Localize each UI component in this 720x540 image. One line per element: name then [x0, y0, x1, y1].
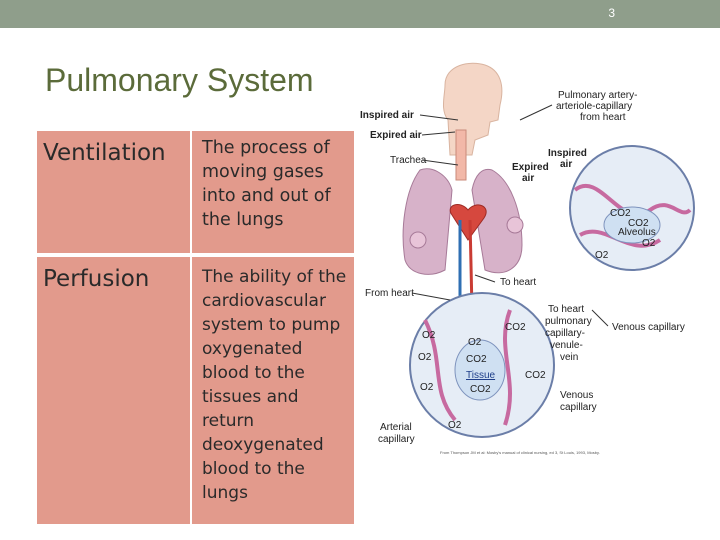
label-expired-air: Expired air: [370, 130, 422, 141]
label-expired-right-2: air: [522, 173, 535, 184]
term-ventilation: Ventilation: [43, 140, 166, 166]
term-cell: [37, 257, 192, 524]
definitions-table: [37, 131, 354, 524]
label-o2: O2: [468, 337, 482, 348]
slide-title: Pulmonary System: [45, 62, 314, 98]
label-to-heart-pulmonary-1: To heart: [548, 304, 585, 315]
table-row: [37, 257, 354, 524]
definition-perfusion: The ability of the cardiovascular system to pump oxygenated blood to the tissues and return deoxygenated blood to the lungs: [202, 267, 347, 503]
term-perfusion: Perfusion: [43, 266, 150, 292]
alveolus-marker: [410, 232, 426, 248]
label-co2: CO2: [610, 208, 631, 219]
label-to-heart-pulmonary-3: capillary-: [545, 328, 586, 339]
definition-cell: [194, 257, 354, 524]
label-venous-capillary-2a: Venous: [560, 390, 594, 401]
label-to-heart-pulmonary-4: venule-: [550, 340, 583, 351]
pulmonary-diagram: [360, 60, 710, 465]
pointer-line: [520, 105, 552, 120]
label-inspired-right-1: Inspired: [548, 148, 587, 159]
label-alveolus: Alveolus: [618, 227, 656, 238]
head-silhouette: [443, 63, 501, 155]
label-to-heart-pulmonary-2: pulmonary: [545, 316, 592, 327]
slide-number: 3: [608, 6, 615, 20]
label-arterial-capillary-1: Arterial: [380, 422, 412, 433]
top-bar: [0, 0, 720, 28]
label-co2: CO2: [470, 384, 491, 395]
label-pulmonary-artery-1: Pulmonary artery-: [558, 90, 638, 101]
trachea-shape: [456, 130, 466, 180]
label-co2: CO2: [525, 370, 546, 381]
label-expired-right-1: Expired: [512, 162, 549, 173]
pointer-line: [422, 160, 458, 165]
label-venous-capillary: Venous capillary: [612, 322, 685, 333]
label-o2: O2: [420, 382, 434, 393]
label-o2: O2: [642, 238, 656, 249]
label-co2: CO2: [505, 322, 526, 333]
label-arterial-capillary-2: capillary: [378, 434, 415, 445]
definition-cell: [194, 131, 354, 253]
alveolus-marker: [507, 217, 523, 233]
pointer-line: [475, 275, 495, 282]
label-venous-capillary-2b: capillary: [560, 402, 597, 413]
label-trachea: Trachea: [390, 155, 427, 166]
term-cell: [37, 131, 192, 253]
figure-credit: From Thompson JM et al: Mosby's manual of clinical nursing, ed 3, St Louis, 1993, Mosby.: [440, 450, 600, 455]
table-row: [37, 131, 354, 253]
pointer-line: [592, 310, 608, 326]
pointer-line: [412, 293, 450, 300]
label-o2: O2: [448, 420, 462, 431]
label-pulmonary-artery-2: arteriole-capillary: [556, 101, 633, 112]
pulmonary-diagram-svg: [360, 60, 710, 465]
left-lung: [403, 169, 452, 275]
label-co2: CO2: [466, 354, 487, 365]
label-o2: O2: [418, 352, 432, 363]
label-inspired-air: Inspired air: [360, 110, 414, 121]
label-to-heart-pulmonary-5: vein: [560, 352, 579, 363]
label-from-heart: From heart: [365, 288, 414, 299]
label-co2: CO2: [628, 218, 649, 229]
label-inspired-right-2: air: [560, 159, 573, 170]
label-tissue: Tissue: [466, 370, 496, 381]
label-o2: O2: [422, 330, 436, 341]
label-o2: O2: [595, 250, 609, 261]
label-pulmonary-artery-3: from heart: [580, 112, 626, 123]
label-to-heart: To heart: [500, 277, 537, 288]
definition-ventilation: The process of moving gases into and out of the lungs: [202, 138, 331, 230]
